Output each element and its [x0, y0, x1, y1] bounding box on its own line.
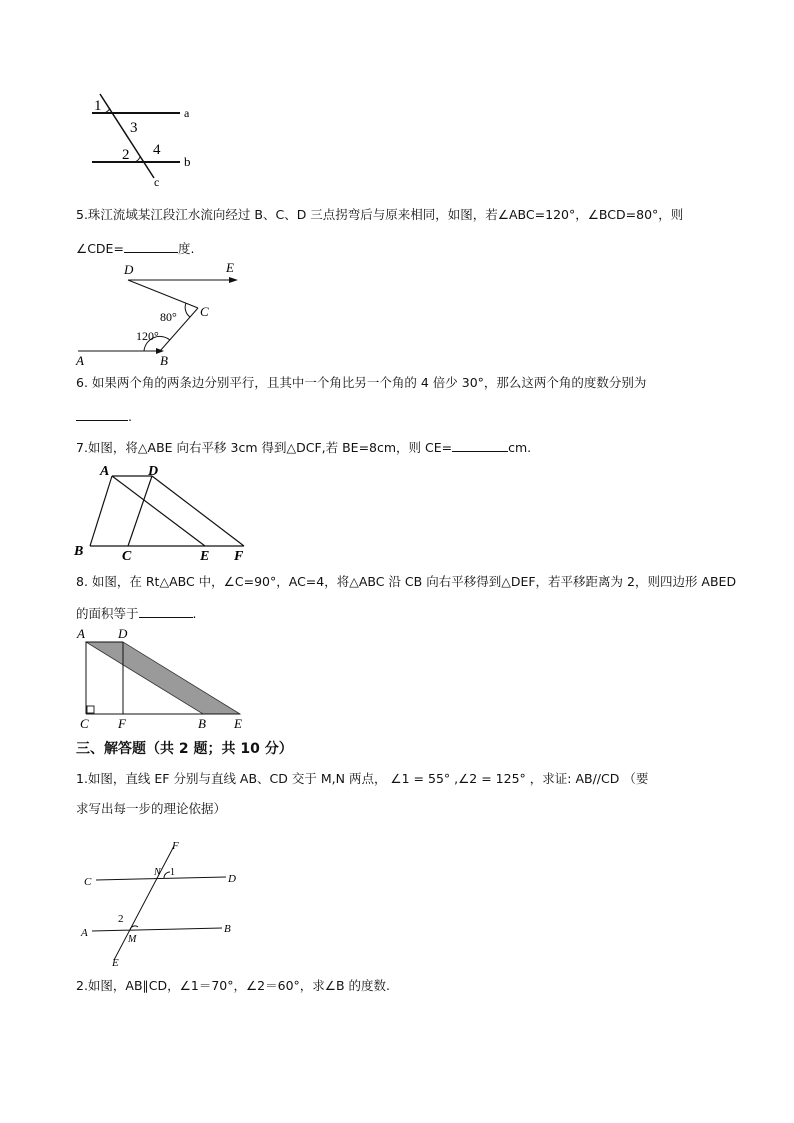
- q5-prefix: ∠CDE=: [76, 241, 124, 256]
- label-D: D: [118, 626, 128, 641]
- question-5-line2: [76, 238, 194, 258]
- segment-ab: [90, 476, 112, 546]
- parallel-lines-proof-figure: [78, 838, 250, 968]
- shaded-translation-figure-8: [74, 624, 254, 732]
- label-B: B: [160, 353, 168, 368]
- label-120: 120°: [136, 329, 159, 343]
- section-3-title: 三、解答题（共 2 题；共 10 分）: [76, 741, 293, 757]
- label-C: C: [80, 716, 89, 731]
- angle-80-arc: [185, 303, 190, 317]
- label-C: C: [84, 876, 92, 888]
- label-M: M: [128, 934, 137, 945]
- label-N: N: [154, 867, 161, 878]
- q7-text: 7.如图，将△ABE 向右平移 3cm 得到△DCF,若 BE=8cm，则 CE=: [76, 440, 453, 455]
- label-A: A: [81, 927, 88, 939]
- label-E: E: [234, 716, 242, 731]
- label-E: E: [200, 549, 210, 564]
- solve-question-2-line1: 2.如图，AB∥CD，∠1＝70°，∠2＝60°，求∠B 的度数.: [76, 978, 391, 993]
- solve-question-1-line2: 求写出每一步的理论依据）: [76, 801, 227, 816]
- question-8-line1: 8. 如图，在 Rt△ABC 中，∠C=90°，AC=4，将△ABC 沿 CB 向右平移得到△DEF，若平移距离为 2，则四边形 ABED: [76, 574, 737, 589]
- q8-prefix: 的面积等于: [76, 606, 139, 621]
- label-F: F: [234, 549, 244, 564]
- line-ab: [92, 928, 222, 931]
- segment-dc: [128, 476, 152, 546]
- label-E: E: [226, 260, 234, 275]
- line-ef: [114, 846, 174, 960]
- q6-answer-blank: [76, 406, 128, 421]
- q7-suffix: cm.: [508, 440, 532, 455]
- solve-question-1-line1: 1.如图，直线 EF 分别与直线 AB、CD 交于 M,N 两点， ∠1 = 55° ,∠2 = 125° ，求证: AB//CD （要: [76, 771, 649, 786]
- q5-answer-blank: [124, 238, 178, 253]
- label-F: F: [172, 840, 179, 852]
- question-6-line1: 6. 如果两个角的两条边分别平行，且其中一个角比另一个角的 4 倍少 30°，那么这两个角的度数分别为: [76, 375, 647, 390]
- arrow-de: [229, 277, 238, 283]
- q8-suffix: .: [192, 606, 197, 621]
- label-a: a: [184, 106, 190, 120]
- label-b: b: [184, 154, 191, 169]
- shaded-region: [86, 642, 240, 714]
- q8-answer-blank: [139, 603, 193, 618]
- label-A: A: [76, 353, 84, 368]
- label-4: 4: [153, 142, 161, 158]
- label-C: C: [122, 549, 132, 564]
- question-5-line1: 5.珠江流域某江段江水流向经过 B、C、D 三点拐弯后与原来相同，如图，若∠ABC=120°，∠BCD=80°，则: [76, 207, 684, 222]
- label-80: 80°: [160, 310, 177, 324]
- label-F: F: [118, 716, 126, 731]
- label-E: E: [112, 957, 119, 969]
- q6-suffix: .: [128, 409, 132, 424]
- label-D: D: [148, 464, 159, 479]
- transversal-c: [100, 94, 154, 178]
- translation-figure-7: [72, 462, 252, 562]
- label-C: C: [200, 304, 209, 319]
- question-7-line: [76, 437, 531, 457]
- label-2: 2: [118, 913, 124, 925]
- label-D: D: [124, 262, 134, 277]
- question-6-line2: [76, 406, 132, 426]
- line-cd: [96, 877, 226, 880]
- label-B: B: [224, 923, 231, 935]
- label-1: 1: [170, 867, 175, 878]
- label-3: 3: [130, 120, 138, 136]
- river-bend-figure: [74, 258, 254, 370]
- segment-ae: [112, 476, 205, 546]
- question-8-line2: [76, 603, 197, 623]
- segment-df: [152, 476, 244, 546]
- right-angle-mark: [87, 706, 94, 713]
- label-c: c: [154, 175, 160, 189]
- q5-suffix: 度.: [177, 241, 195, 256]
- label-2: 2: [122, 147, 130, 163]
- label-A: A: [77, 626, 85, 641]
- label-A: A: [100, 464, 110, 479]
- label-1: 1: [94, 98, 102, 114]
- label-B: B: [198, 716, 206, 731]
- label-D: D: [228, 873, 236, 885]
- parallel-lines-figure-1: [88, 92, 208, 188]
- label-B: B: [74, 544, 84, 559]
- segment-cd: [128, 280, 198, 308]
- q7-answer-blank: [452, 437, 508, 452]
